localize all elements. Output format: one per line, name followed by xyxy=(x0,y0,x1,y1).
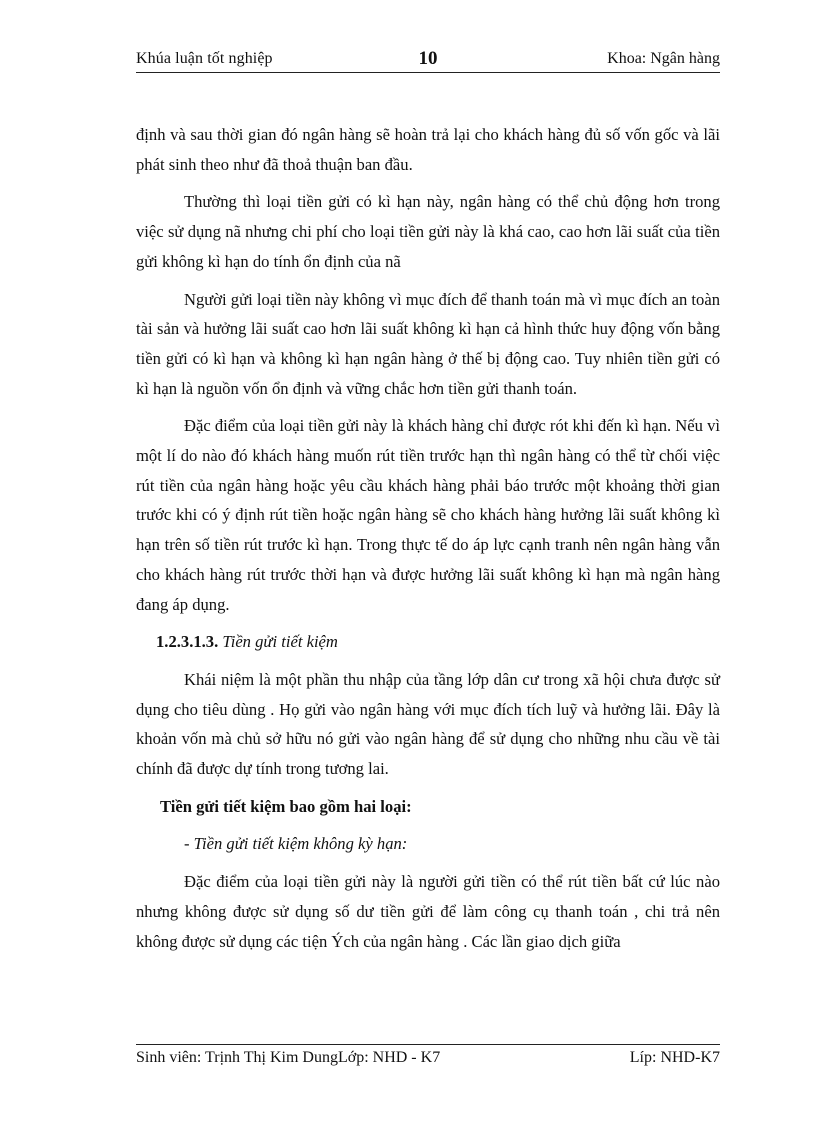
section-title: Tiền gửi tiết kiệm xyxy=(222,632,338,652)
section-number: 1.2.3.1.3. xyxy=(156,632,219,652)
subheading-demand-savings: - Tiền gửi tiết kiệm không kỳ hạn: xyxy=(184,834,408,854)
page-header xyxy=(136,48,720,73)
paragraph-demand-savings-features: Đặc điểm của loại tiền gửi này là người gửi tiền có thể rút tiền bất cứ lúc nào nhưng không được sử dụng số dư tiền gửi để làm công cụ thanh toán , chi trả nên không được sử dụng các tiện Ých của ngân hàng . Các lần giao dịch giữa xyxy=(136,872,720,951)
paragraph-continuation: định và sau thời gian đó ngân hàng sẽ hoàn trả lại cho khách hàng đủ số vốn gốc và lãi phát sinh theo như đã thoả thuận ban đầu. xyxy=(136,125,720,174)
paragraph-depositor-purpose: Người gửi loại tiền này không vì mục đích để thanh toán mà vì mục đích an toàn tài sản và hưởng lãi suất cao hơn lãi suất không kì hạn cả hình thức huy động vốn bằng tiền gửi có kì hạn và không kì hạn ngân hàng ở thế bị động cao. Tuy nhiên tiền gửi có kì hạn là nguồn vốn ổn định và vững chắc hơn tiền gửi thanh toán. xyxy=(136,289,720,398)
footer-student-info: Sinh viên: Trịnh Thị Kim DungLớp: NHD - K7 xyxy=(136,1049,441,1066)
page-footer xyxy=(136,1044,720,1066)
footer-class-label: Líp: NHD-K7 xyxy=(629,1049,720,1066)
header-faculty-label: Khoa: Ngân hàng xyxy=(607,50,720,67)
section-heading xyxy=(136,627,720,657)
page-number: 10 xyxy=(418,48,438,69)
document-body xyxy=(136,120,720,964)
header-thesis-label: Khúa luận tốt nghiệp xyxy=(136,50,273,67)
paragraph-term-deposit-usage: Thường thì loại tiền gửi có kì hạn này, ngân hàng có thể chủ động hơn trong việc sử dụng nã nhưng chi phí cho loại tiền gửi này là khá cao, cao hơn lãi suất của tiền gửi không kì hạn do tính ổn định của nã xyxy=(136,192,720,271)
paragraph-savings-concept: Khái niệm là một phần thu nhập của tầng lớp dân cư trong xã hội chưa được sử dụng cho tiêu dùng . Họ gửi vào ngân hàng với mục đích tích luỹ và hưởng lãi. Đây là khoản vốn mà chủ sở hữu nó gửi vào ngân hàng để sử dụng cho những nhu cầu về tài chính đã được dự tính trong tương lai. xyxy=(136,669,720,779)
subheading-savings-types: Tiền gửi tiết kiệm bao gồm hai loại: xyxy=(160,796,412,816)
paragraph-withdrawal-rules: Đặc điểm của loại tiền gửi này là khách hàng chỉ được rót khi đến kì hạn. Nếu vì một lí do nào đó khách hàng muốn rút tiền trước hạn thì ngân hàng có thể từ chối việc rút tiền của ngân hàng hoặc yêu cầu khách hàng phải báo trước một khoảng thời gian trước khi có ý định rút tiền hoặc ngân hàng sẽ cho khách hàng hưởng lãi suất không kì hạn trên số tiền rút trước kì hạn. Trong thực tế do áp lực cạnh tranh nên ngân hàng vẫn cho khách hàng rút trước thời hạn và được hưởng lãi suất không kì hạn mà ngân hàng đang áp dụng. xyxy=(136,416,720,614)
